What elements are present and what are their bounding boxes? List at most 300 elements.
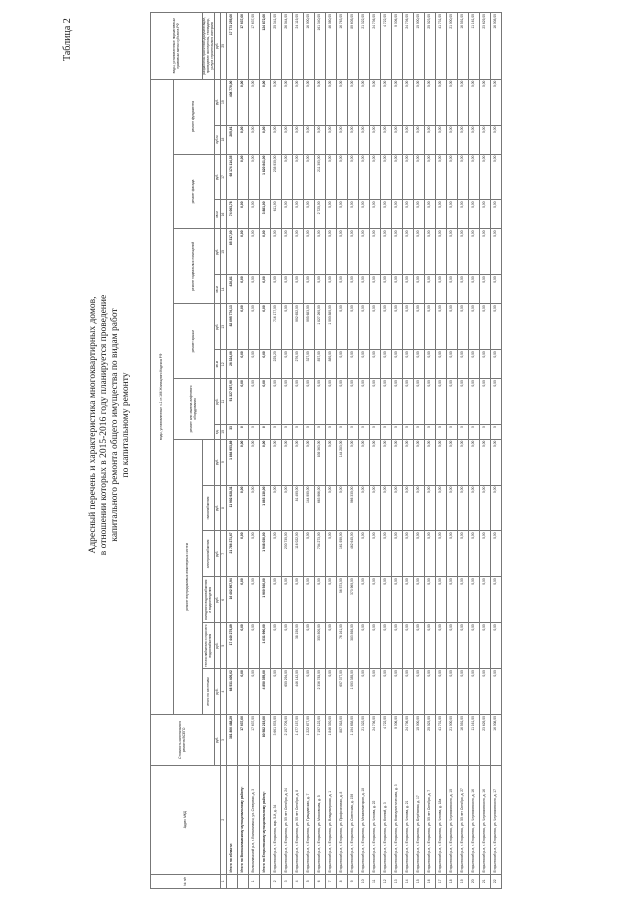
row-value: 4 722,00 [381,715,392,766]
row-value: 0,00 [425,200,436,229]
row-value: 0,00 [425,304,436,350]
row-number: 6 [315,874,326,888]
unit-cell: кв.м [215,200,221,229]
row-value: 0,00 [304,229,315,275]
row-value: 0,00 [491,485,502,531]
row-value: 0,00 [326,379,337,425]
row-value: 0,00 [447,669,458,715]
header-lift: ремонт или замена лифтового оборудования [174,379,215,439]
row-value: 0,00 [271,379,282,425]
row-value: 0,00 [458,125,469,154]
row-value: 1 864 953,89 [227,439,238,485]
row-value: 10 000,00 [414,715,425,766]
row-value: 0,00 [381,79,392,125]
row-value: 0,00 [447,577,458,623]
index-cell: 14 [221,275,227,304]
row-value: 0,00 [304,275,315,304]
row-value: 0,00 [491,669,502,715]
row-value: 0 [414,425,425,439]
row-value: 0,00 [491,304,502,350]
row-address: Егорьевский р-н, г. Егорьевск, ул. Чехова, д. 22 [370,765,381,874]
row-value: 238 930,00 [271,154,282,200]
row-value: 0,00 [370,669,381,715]
row-value: 0 [249,425,260,439]
row-value: 0,00 [370,229,381,275]
row-value: 0,00 [249,229,260,275]
row-value: 880,00 [326,350,337,379]
row-value: 161 340,00 [315,13,326,80]
row-value: 0,00 [282,439,293,485]
row-value: 0,00 [403,275,414,304]
row-value: 76 161,00 [337,623,348,669]
row-value: 17 637,00 [238,13,249,80]
row-value: 0 [381,425,392,439]
row-value: 80 582 215,00 [260,715,271,766]
table-row [271,13,282,889]
row-value: 276,00 [293,350,304,379]
row-value: 0,00 [403,304,414,350]
row-value: 0,00 [370,200,381,229]
row-value: 0,00 [249,304,260,350]
row-value: 0,00 [480,669,491,715]
row-value: 0,00 [238,439,249,485]
row-number [227,874,238,888]
row-value: 1 090 880,00 [326,304,337,350]
row-value: 992 652,00 [293,304,304,350]
index-cell: 3 [221,715,227,766]
row-value: 0,00 [447,304,458,350]
row-value: 0,00 [271,577,282,623]
row-address: Егорьевский р-н, г. Егорьевск, ул. Черняховского, д. 16 [469,765,480,874]
row-value: 0,00 [403,200,414,229]
row-address: Егорьевский р-н, г. Егорьевск, ул. 50 лет Октября, д. 7 [425,765,436,874]
header-spacer [203,439,215,485]
row-value: 9 306,00 [392,715,403,766]
row-value: 0,00 [381,623,392,669]
header-extra: разработка проектной документации, проведение экспертизы, технадзор, услуги строительного контроля [203,13,215,80]
row-value: 0,00 [238,623,249,669]
table-row [249,13,260,889]
row-value: 0,00 [238,531,249,577]
row-value: 16 008,00 [491,715,502,766]
row-value: 161 959,00 [337,531,348,577]
row-value: 0,00 [304,79,315,125]
row-value: 0,00 [260,79,271,125]
row-value: 0,00 [359,275,370,304]
row-value: 230 730,00 [282,531,293,577]
row-value: 0,00 [425,79,436,125]
row-number: 15 [414,874,425,888]
row-value: 0,00 [403,79,414,125]
row-value: 0,00 [348,229,359,275]
row-value: 0,00 [238,154,249,200]
row-value: 2 336 783,00 [315,669,326,715]
row-value: 0,00 [436,275,447,304]
row-value: 0 [480,425,491,439]
header-facade: ремонт фасада [174,154,215,229]
row-value: 0,00 [348,154,359,200]
row-address: Егорьевский р-н, г. Егорьевск, ул. Механизаторов, д. 18 [359,765,370,874]
row-value: 0,00 [491,350,502,379]
header-roof: ремонт крыши [174,304,215,379]
row-value: 327,00 [304,350,315,379]
row-value: 0,00 [403,623,414,669]
row-value: 0,00 [282,350,293,379]
row-value: 0,00 [392,125,403,154]
row-number: 7 [326,874,337,888]
row-value: 0,00 [271,439,282,485]
row-value: 0,00 [370,79,381,125]
row-value: 0,00 [425,577,436,623]
row-value: 1 820 841,00 [260,154,271,200]
row-value: 0,00 [348,350,359,379]
row-value: 0,00 [381,531,392,577]
row-value: 0,00 [370,623,381,669]
table-row [491,13,502,889]
header-foundation: ремонт фундамента [174,79,215,154]
row-value: 0,00 [315,79,326,125]
index-cell: 16 [221,200,227,229]
row-value: 0,00 [381,275,392,304]
row-value: 16 402 957,94 [227,577,238,623]
row-value: 0,00 [293,275,304,304]
row-value: 0,00 [304,623,315,669]
row-value: 124 872,00 [260,13,271,80]
row-value: 0,00 [414,229,425,275]
row-value: 0,00 [359,577,370,623]
table-row [425,13,436,889]
row-value: 0,00 [249,577,260,623]
row-value: 0,00 [370,485,381,531]
row-value: 0,00 [293,79,304,125]
row-value: 0 [282,425,293,439]
row-value: 205,61 [227,125,238,154]
index-cell: 19 [221,79,227,125]
table-row [238,13,249,889]
index-cell: 13 [221,304,227,350]
row-value: 0,00 [381,350,392,379]
row-value: 446 142,00 [293,669,304,715]
row-value: 0,00 [381,485,392,531]
row-value: 0 [447,425,458,439]
row-value: 704 273,00 [315,531,326,577]
row-value: 0,00 [282,379,293,425]
row-value: 0,00 [271,531,282,577]
index-cell: 8 [221,485,227,531]
row-value: 1 477 157,00 [293,715,304,766]
row-value: 41 731,00 [436,13,447,80]
row-value: 0 [403,425,414,439]
row-value: 0,00 [425,439,436,485]
row-value: 0,00 [370,350,381,379]
row-value: 0,00 [304,379,315,425]
row-value: 0,00 [425,485,436,531]
table-row [447,13,458,889]
row-value: 0,00 [282,577,293,623]
row-value: 0,00 [469,577,480,623]
row-value: 0,00 [304,439,315,485]
row-number: 3 [282,874,293,888]
header-heat: теплоснабжения и горячего водоснабжения [203,623,215,669]
row-value: 0,00 [337,229,348,275]
row-value: 0,00 [447,379,458,425]
row-value: 0,00 [458,439,469,485]
row-value: 20 341,00 [271,13,282,80]
row-value: 0,00 [260,304,271,350]
row-value: 0,00 [403,125,414,154]
row-value: 7 197 122,00 [315,715,326,766]
row-value: 0,00 [315,379,326,425]
index-cell: 10 [221,425,227,439]
row-value: 16 008,00 [491,13,502,80]
row-number: 20 [469,874,480,888]
row-value: 0,00 [249,623,260,669]
header-num: № п/п [151,874,221,888]
row-value: 462 645,00 [348,531,359,577]
capital-repair-table [150,12,502,889]
row-value: 0,00 [359,79,370,125]
row-value: 0,00 [458,79,469,125]
row-value: 21 000,00 [447,13,458,80]
row-value: 0,00 [414,154,425,200]
row-value: 0,00 [381,154,392,200]
row-value: 0,00 [480,229,491,275]
row-value: 0 [458,425,469,439]
row-value: 0,00 [447,531,458,577]
table-row [480,13,491,889]
row-value: 85 317,00 [227,229,238,275]
row-value: 0,00 [238,304,249,350]
row-value: 0,00 [458,200,469,229]
row-value: 0,00 [414,485,425,531]
row-value: 0,00 [359,669,370,715]
row-value: 0,00 [425,125,436,154]
row-value: 0,00 [359,531,370,577]
row-value: 0,00 [381,577,392,623]
index-cell: 4 [221,669,227,715]
row-value: 0,00 [469,379,480,425]
row-value: 1 827 260,00 [315,304,326,350]
row-value: 0,00 [337,379,348,425]
row-value: 0,00 [249,125,260,154]
row-value: 89 605,00 [348,13,359,80]
row-value: 0,00 [260,439,271,485]
row-value: 0,00 [359,439,370,485]
row-value: 0,00 [480,531,491,577]
row-value: 0,00 [458,669,469,715]
row-value: 0,00 [249,200,260,229]
row-value: 0,00 [392,304,403,350]
header-address: Адрес МКД [151,765,221,874]
row-value: 0,00 [436,531,447,577]
row-value: 0,00 [249,154,260,200]
row-value: 0,00 [392,623,403,669]
row-value: 0,00 [337,485,348,531]
row-value: 0,00 [436,125,447,154]
header-elec: электроснабжения [203,531,215,577]
row-value: 0,00 [458,485,469,531]
unit-cell: руб. [215,154,221,200]
row-value: 0,00 [458,275,469,304]
row-value: 0,00 [480,304,491,350]
row-value: 966 330,00 [348,485,359,531]
row-value: 0,00 [392,79,403,125]
row-value: 0,00 [491,439,502,485]
row-value: 0,00 [370,154,381,200]
unit-cell: руб. [215,439,221,485]
row-value: 0,00 [238,229,249,275]
row-value: 0,00 [458,623,469,669]
row-value: 0,00 [282,125,293,154]
row-value: 0,00 [414,275,425,304]
index-cell: 9 [221,439,227,485]
row-value: 24 736,00 [370,715,381,766]
row-address: Егорьевский р-н, г. Егорьевск, ул. Черняховского, д. 17 [491,765,502,874]
row-value: 0,00 [260,379,271,425]
row-value: 0,00 [491,577,502,623]
row-value: 0,00 [381,669,392,715]
row-value: 0,00 [469,154,480,200]
row-value: 2 725,00 [315,200,326,229]
row-value: 0,00 [293,125,304,154]
row-value: 23 629,00 [480,13,491,80]
row-address: Егорьевский р-н, г. Егорьевск, ул. Профсоюзная, д. 8 [337,765,348,874]
row-value: 0,00 [480,623,491,669]
row-value: 0,00 [359,304,370,350]
row-value: 0,00 [238,577,249,623]
row-value: 0 [304,425,315,439]
row-number: 18 [447,874,458,888]
row-value: 0,00 [392,350,403,379]
row-value: 716 177,00 [271,304,282,350]
row-value: 0,00 [469,229,480,275]
row-value: 1 194 658,00 [348,715,359,766]
header-kinds: виды, установленные ч.1 ст.166 Жилищного Кодекса РФ [151,79,174,714]
row-number: 11 [370,874,381,888]
unit-cell: куб.м [215,125,221,154]
row-value: 0,00 [293,577,304,623]
row-value: 0,00 [238,79,249,125]
row-value: 0,00 [480,379,491,425]
row-value: 1 900 540,00 [260,577,271,623]
row-value: 0,00 [469,125,480,154]
row-value: 0,00 [392,577,403,623]
row-address: Егорьевский р-н, г. Егорьевск, ул. Советская, д. 159 [348,765,359,874]
row-value: 0,00 [348,304,359,350]
row-value: 0,00 [458,229,469,275]
row-value: 0,00 [293,229,304,275]
row-value: 0,00 [469,439,480,485]
row-value: 0,00 [480,125,491,154]
row-value: 0,00 [282,79,293,125]
table-row [326,13,337,889]
row-address: Егорьевский р-н, г. Егорьевск, ул. Владимирская, д. 1 [326,765,337,874]
row-value: 0,00 [447,154,458,200]
row-value: 0,00 [260,125,271,154]
row-value: 68 531 405,02 [227,669,238,715]
row-value: 21 322,00 [359,715,370,766]
row-value: 0,00 [381,125,392,154]
row-value: 0,00 [359,229,370,275]
row-value: 46 080,00 [326,13,337,80]
row-value: 10 000,00 [414,13,425,80]
row-value: 82 095 776,13 [227,304,238,350]
unit-cell: руб. [215,485,221,531]
row-number [260,874,271,888]
row-value: 11 902 928,31 [227,485,238,531]
unit-cell: руб. [215,379,221,425]
row-value: 0,00 [414,439,425,485]
row-value: 0,00 [458,154,469,200]
row-value: 0 [348,425,359,439]
row-address: Егорьевский р-н, г. Егорьевск, мкр. 5-й, д. 34 [271,765,282,874]
row-value: 0,00 [414,350,425,379]
row-value: 1 031 990,00 [260,623,271,669]
row-value: 383 898,00 [348,623,359,669]
row-value: 0,00 [348,439,359,485]
row-value: 116 022,00 [293,531,304,577]
row-value: 0,00 [403,485,414,531]
row-value: 0,00 [304,200,315,229]
index-cell: 6 [221,577,227,623]
row-value: 0,00 [238,275,249,304]
row-address: Егорьевский р-н, г. Егорьевск, ул. Конной, д. 3 [381,765,392,874]
index-cell: 15 [221,229,227,275]
row-value: 17 637,00 [249,13,260,80]
row-value: 0,00 [458,531,469,577]
row-number: 16 [425,874,436,888]
row-value: 0,00 [414,79,425,125]
row-value: 0 [271,425,282,439]
row-value: 0,00 [293,379,304,425]
row-value: 857,00 [315,350,326,379]
row-value: 0,00 [436,79,447,125]
row-value: 0,00 [326,669,337,715]
row-value: 0,00 [370,304,381,350]
row-value: 0,00 [491,229,502,275]
row-value: 887 018,00 [337,715,348,766]
row-value: 0,00 [337,125,348,154]
row-value: 0,00 [315,275,326,304]
row-value: 0,00 [348,379,359,425]
row-value: 4 850 355,00 [260,669,271,715]
row-value: 0,00 [392,379,403,425]
row-number: 4 [293,874,304,888]
unit-cell: руб. [215,531,221,577]
index-cell: 5 [221,623,227,669]
row-value: 611,90 [271,200,282,229]
row-value: 0,00 [238,200,249,229]
unit-cell: руб. [215,623,221,669]
row-value: 0,00 [392,669,403,715]
row-value: 0,00 [469,350,480,379]
row-number: 14 [403,874,414,888]
row-value: 0,00 [469,485,480,531]
row-value: 0,00 [392,154,403,200]
row-value: 0,00 [425,379,436,425]
header-cold: холодного водоснабжения и водоотведения [203,577,215,623]
row-value: 0,00 [403,379,414,425]
index-cell: 11 [221,379,227,425]
row-value: 0,00 [304,125,315,154]
row-value: 0,00 [392,200,403,229]
row-value: 0,00 [337,154,348,200]
row-value: 0,00 [425,531,436,577]
row-value: 0,00 [491,623,502,669]
row-value: 0,00 [403,439,414,485]
row-address: Егорьевский р-н, г. Егорьевск, ул. 50 лет Октября, д. 24 [282,765,293,874]
index-cell: 17 [221,154,227,200]
